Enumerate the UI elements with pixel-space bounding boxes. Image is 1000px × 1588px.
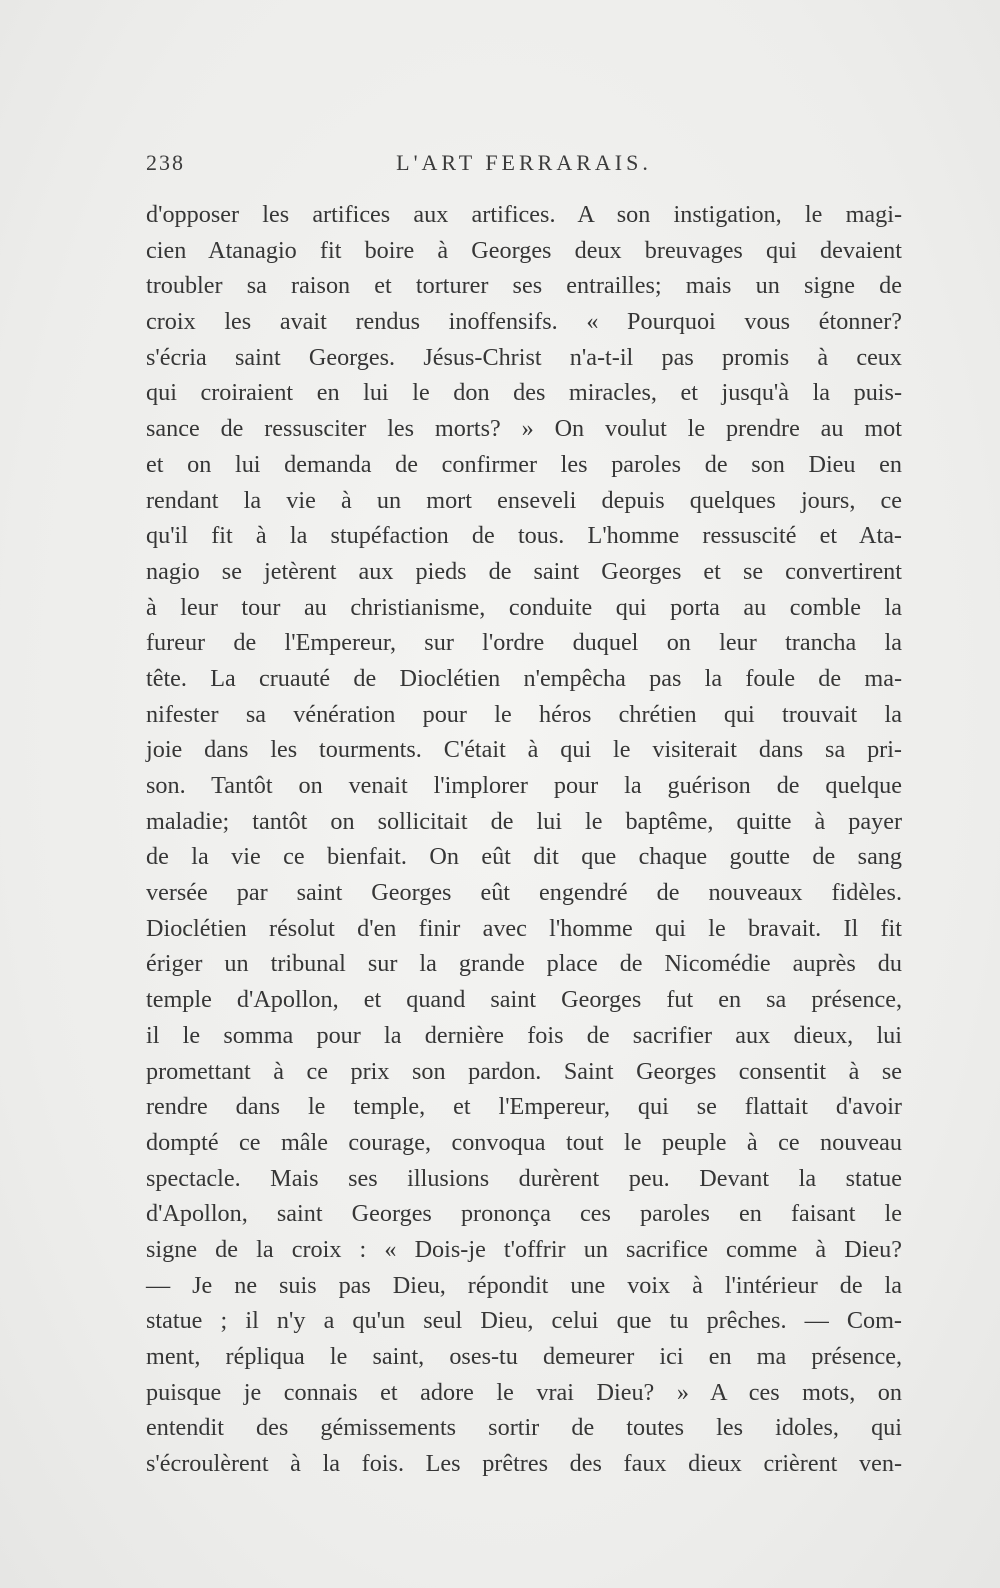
text-line: tête. La cruauté de Dioclétien n'empêcha pas la foule de ma- <box>146 664 902 692</box>
text-line: s'écria saint Georges. Jésus-Christ n'a-t-il pas promis à ceux <box>146 343 902 371</box>
text-line: troubler sa raison et torturer ses entrailles; mais un signe de <box>146 272 902 300</box>
text-line: — Je ne suis pas Dieu, répondit une voix à l'intérieur de la <box>146 1271 902 1299</box>
text-line: nagio se jetèrent aux pieds de saint Georges et se convertirent <box>146 557 902 585</box>
text-line: Dioclétien résolut d'en finir avec l'homme qui le bravait. Il fit <box>146 914 902 942</box>
text-line: sance de ressusciter les morts? » On voulut le prendre au mot <box>146 415 902 443</box>
text-line: s'écroulèrent à la fois. Les prêtres des faux dieux crièrent ven- <box>146 1450 902 1478</box>
text-line: d'opposer les artifices aux artifices. A son instigation, le magi- <box>146 201 902 228</box>
text-line: statue ; il n'y a qu'un seul Dieu, celui que tu prêches. — Com- <box>146 1307 902 1335</box>
text-line: rendre dans le temple, et l'Empereur, qui se flattait d'avoir <box>146 1093 902 1121</box>
text-line: rendant la vie à un mort enseveli depuis quelques jours, ce <box>146 486 902 514</box>
text-line: signe de la croix : « Dois-je t'offrir un sacrifice comme à Dieu? <box>146 1235 902 1263</box>
text-line: fureur de l'Empereur, sur l'ordre duquel on leur trancha la <box>146 629 902 657</box>
text-line: temple d'Apollon, et quand saint Georges fut en sa présence, <box>146 986 902 1014</box>
text-line: cien Atanagio fit boire à Georges deux breuvages qui devaient <box>146 236 902 264</box>
running-header <box>146 150 902 180</box>
text-line: promettant à ce prix son pardon. Saint Georges consentit à se <box>146 1057 902 1085</box>
page-number: 238 <box>146 150 185 175</box>
text-line: à leur tour au christianisme, conduite qui porta au comble la <box>146 593 902 621</box>
text-line: versée par saint Georges eût engendré de nouveaux fidèles. <box>146 879 902 907</box>
text-line: dompté ce mâle courage, convoqua tout le peuple à ce nouveau <box>146 1128 902 1156</box>
text-line: entendit des gémissements sortir de toutes les idoles, qui <box>146 1414 902 1442</box>
text-line: qu'il fit à la stupéfaction de tous. L'homme ressuscité et Ata- <box>146 522 902 550</box>
text-line: d'Apollon, saint Georges prononça ces paroles en faisant le <box>146 1200 902 1228</box>
text-line: joie dans les tourments. C'était à qui le visiterait dans sa pri- <box>146 736 902 764</box>
text-line: de la vie ce bienfait. On eût dit que chaque goutte de sang <box>146 843 902 871</box>
text-line: son. Tantôt on venait l'implorer pour la guérison de quelque <box>146 772 902 799</box>
text-line: maladie; tantôt on sollicitait de lui le baptême, quitte à payer <box>146 807 902 835</box>
running-title: L'ART FERRARAIS. <box>396 150 652 175</box>
text-line: qui croiraient en lui le don des miracles, et jusqu'à la puis- <box>146 379 902 407</box>
text-line: croix les avait rendus inoffensifs. « Pourquoi vous étonner? <box>146 308 902 336</box>
text-line: et on lui demanda de confirmer les paroles de son Dieu en <box>146 450 902 478</box>
text-line: nifester sa vénération pour le héros chrétien qui trouvait la <box>146 700 902 728</box>
body-text <box>146 197 902 1482</box>
text-line: puisque je connais et adore le vrai Dieu? » A ces mots, on <box>146 1378 902 1406</box>
text-line: spectacle. Mais ses illusions durèrent peu. Devant la statue <box>146 1164 902 1192</box>
text-line: il le somma pour la dernière fois de sacrifier aux dieux, lui <box>146 1021 902 1049</box>
text-line: ériger un tribunal sur la grande place de Nicomédie auprès du <box>146 950 902 978</box>
text-line: ment, répliqua le saint, oses-tu demeurer ici en ma présence, <box>146 1343 902 1370</box>
